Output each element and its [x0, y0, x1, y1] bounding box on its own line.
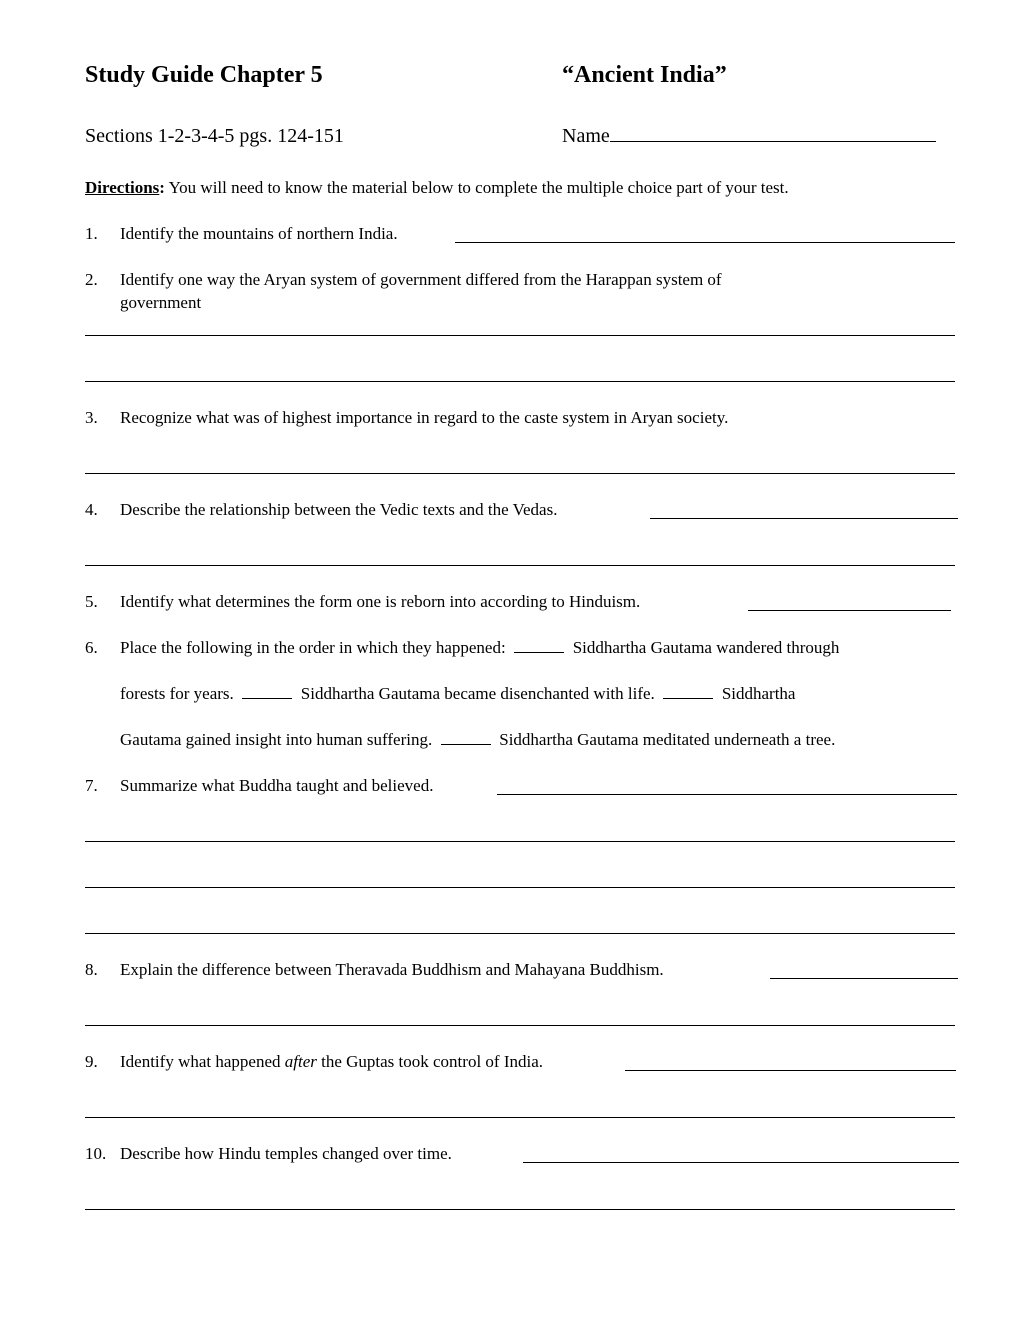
order-blank-2[interactable] — [242, 684, 292, 699]
question-5: 5. Identify what determines the form one is reborn into according to Hinduism. — [85, 592, 641, 611]
answer-line-7d[interactable] — [85, 933, 955, 934]
order-blank-3[interactable] — [663, 684, 713, 699]
answer-line-3a[interactable] — [85, 473, 955, 474]
question-6-line3: Gautama gained insight into human suffering. Siddhartha Gautama meditated underneath a tree. — [120, 730, 836, 749]
question-2: 2. Identify one way the Aryan system of government differed from the Harappan system of — [85, 270, 722, 289]
answer-line-7c[interactable] — [85, 887, 955, 888]
answer-line-7a[interactable] — [497, 794, 957, 795]
question-10: 10. Describe how Hindu temples changed over time. — [85, 1144, 452, 1163]
answer-line-7b[interactable] — [85, 841, 955, 842]
answer-line-4b[interactable] — [85, 565, 955, 566]
question-8: 8. Explain the difference between Theravada Buddhism and Mahayana Buddhism. — [85, 960, 664, 979]
answer-line-4a[interactable] — [650, 518, 958, 519]
answer-line-5a[interactable] — [748, 610, 951, 611]
answer-line-9b[interactable] — [85, 1117, 955, 1118]
chapter-subtitle: “Ancient India” — [562, 62, 727, 88]
answer-line-10a[interactable] — [523, 1162, 959, 1163]
answer-line-8a[interactable] — [770, 978, 958, 979]
directions-label: Directions — [85, 178, 160, 197]
question-3: 3. Recognize what was of highest importance in regard to the caste system in Aryan society. — [85, 408, 729, 427]
order-blank-4[interactable] — [441, 730, 491, 745]
answer-line-2a[interactable] — [85, 335, 955, 336]
answer-line-9a[interactable] — [625, 1070, 956, 1071]
question-6-line2: forests for years. Siddhartha Gautama became disenchanted with life. Siddhartha — [120, 684, 796, 703]
directions: Directions: You will need to know the material below to complete the multiple choice part of your test. — [85, 178, 789, 197]
directions-text: You will need to know the material below to complete the multiple choice part of your test. — [164, 178, 789, 197]
sections-label: Sections 1-2-3-4-5 pgs. 124-151 — [85, 125, 344, 147]
question-4: 4. Describe the relationship between the Vedic texts and the Vedas. — [85, 500, 558, 519]
question-2-cont: government — [120, 293, 202, 312]
answer-line-10b[interactable] — [85, 1209, 955, 1210]
question-9: 9. Identify what happened after the Guptas took control of India. — [85, 1052, 544, 1071]
name-blank[interactable] — [610, 127, 936, 142]
question-1: 1. Identify the mountains of northern India. — [85, 224, 398, 243]
order-blank-1[interactable] — [514, 638, 564, 653]
answer-line-1a[interactable] — [455, 242, 955, 243]
question-6: 6. Place the following in the order in which they happened: Siddhartha Gautama wandered through — [85, 638, 840, 657]
page-title: Study Guide Chapter 5 — [85, 62, 323, 88]
question-7: 7. Summarize what Buddha taught and believed. — [85, 776, 434, 795]
name-label: Name — [562, 125, 610, 147]
answer-line-8b[interactable] — [85, 1025, 955, 1026]
name-field[interactable] — [562, 125, 936, 148]
answer-line-2b[interactable] — [85, 381, 955, 382]
